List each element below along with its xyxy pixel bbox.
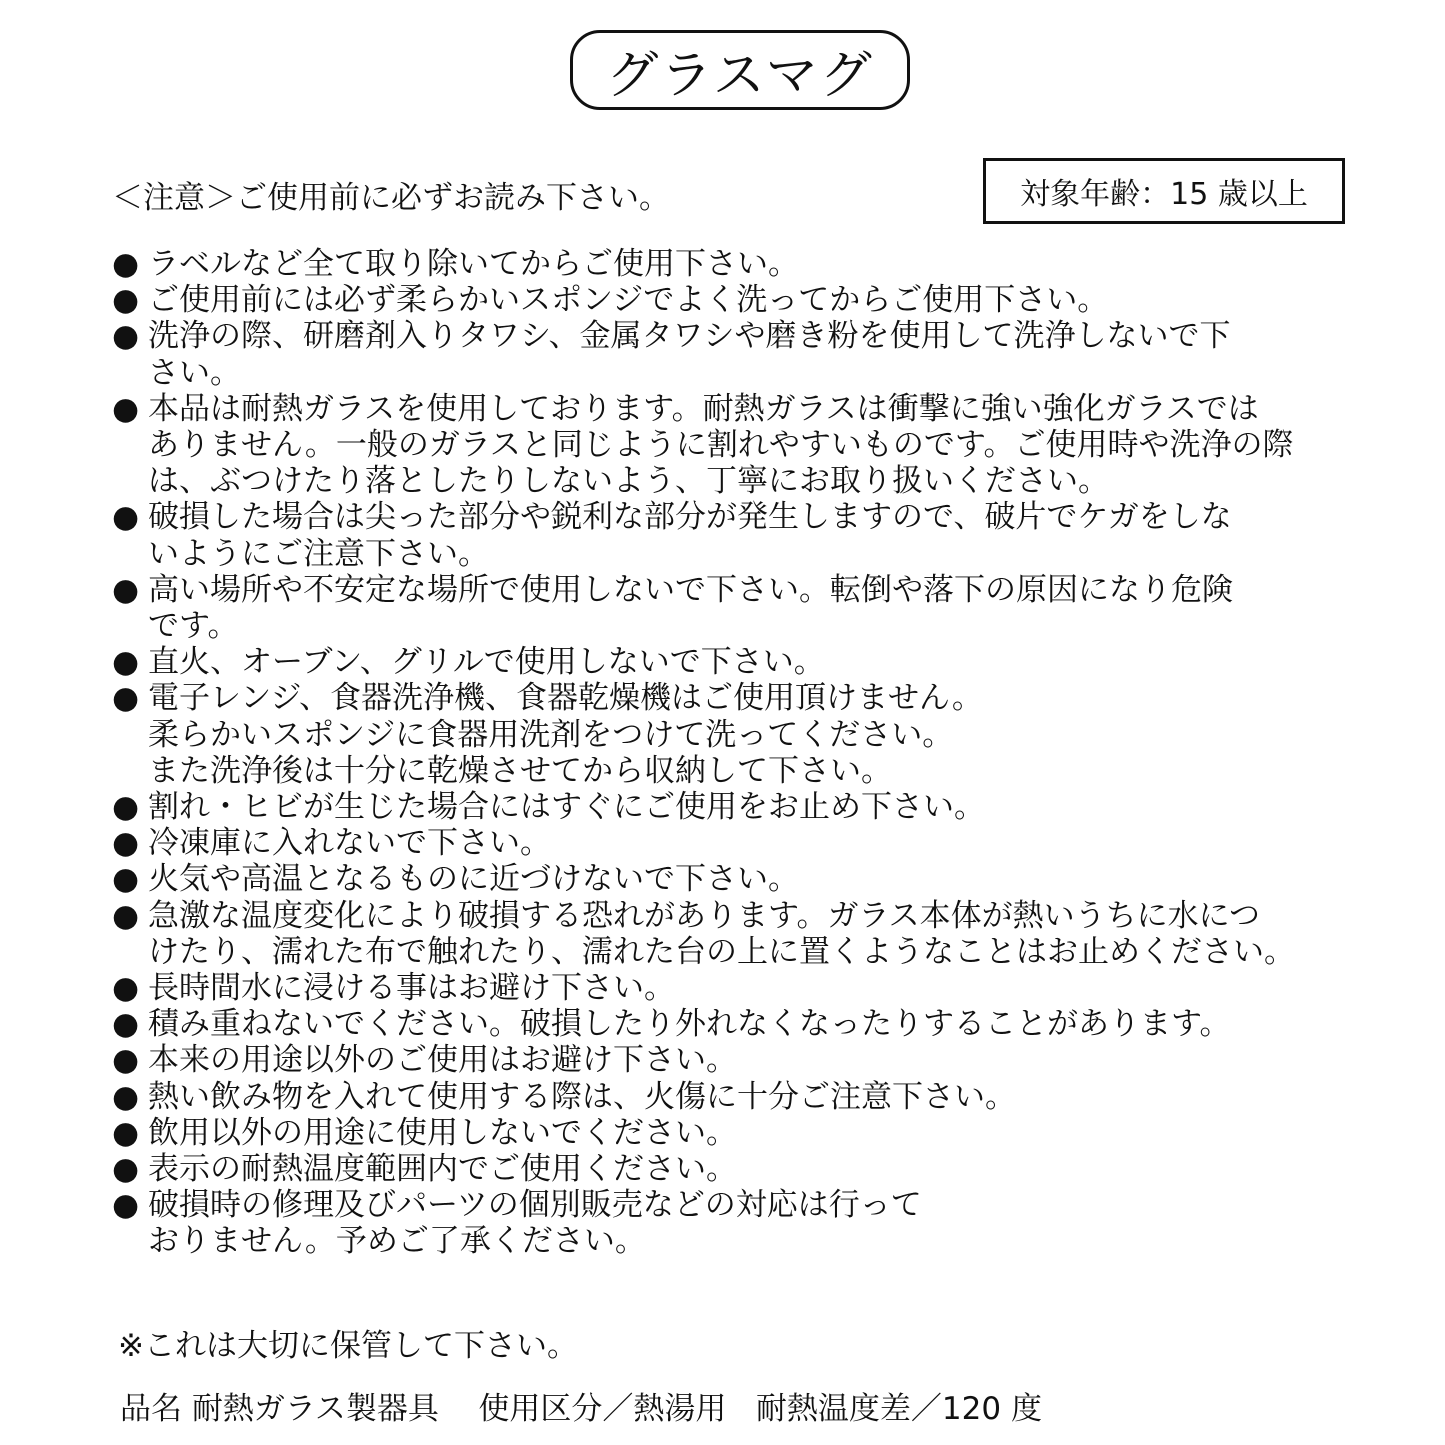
caution-item xyxy=(112,1187,1352,1259)
bullet-icon: ● xyxy=(112,318,140,355)
bullet-icon: ● xyxy=(112,861,140,898)
caution-item xyxy=(112,1151,1352,1187)
caution-text: 冷凍庫に入れないで下さい。 xyxy=(148,825,551,862)
bullet-icon: ● xyxy=(112,897,140,934)
caution-text: 長時間水に浸ける事はお避け下さい。 xyxy=(148,970,675,1007)
product-title-text: グラスマグ xyxy=(606,45,874,106)
caution-item xyxy=(112,1006,1352,1042)
spec-line xyxy=(120,1383,1042,1428)
caution-item xyxy=(112,1115,1352,1151)
bullet-icon: ● xyxy=(112,644,140,681)
caution-text: 電子レンジ、食器洗浄機、食器乾燥機はご使用頂けません。 柔らかいスポンジに食器用洗剤をつけて洗ってください。 また洗浄後は十分に乾燥させてから収納して下さい。 xyxy=(148,680,983,789)
keep-note: ※これは大切に保管して下さい。 xyxy=(118,1328,578,1364)
spec-usage: 使用区分／熱湯用 xyxy=(478,1391,727,1427)
caution-list xyxy=(112,246,1352,1260)
caution-item xyxy=(112,644,1352,680)
caution-text: 破損した場合は尖った部分や鋭利な部分が発生しますので、破片でケガをしな いようにご注意下さい。 xyxy=(148,499,1232,572)
bullet-icon: ● xyxy=(112,499,140,536)
caution-text: 熱い飲み物を入れて使用する際は、火傷に十分ご注意下さい。 xyxy=(148,1078,1016,1115)
spec-heat-resistance: 耐熱温度差／120 度 xyxy=(755,1391,1042,1427)
caution-text: 飲用以外の用途に使用しないでください。 xyxy=(148,1114,737,1151)
bullet-icon: ● xyxy=(112,1042,140,1079)
caution-item xyxy=(112,825,1352,861)
caution-text: 破損時の修理及びパーツの個別販売などの対応は行って おりません。予めご了承ください。 xyxy=(148,1187,922,1260)
caution-text: ラベルなど全て取り除いてからご使用下さい。 xyxy=(148,246,799,282)
caution-item xyxy=(112,898,1352,970)
age-label: 対象年齢：15 歳以上 xyxy=(1020,177,1308,212)
caution-text: 火気や高温となるものに近づけないで下さい。 xyxy=(148,861,799,898)
bullet-icon: ● xyxy=(112,1187,140,1224)
product-title xyxy=(570,30,910,110)
notice-heading: ＜注意＞ご使用前に必ずお読み下さい。 xyxy=(112,180,670,216)
caution-item xyxy=(112,499,1352,571)
caution-item xyxy=(112,572,1352,644)
caution-text: 高い場所や不安定な場所で使用しないで下さい。転倒や落下の原因になり危険 です。 xyxy=(148,571,1233,645)
bullet-icon: ● xyxy=(112,246,140,282)
bullet-icon: ● xyxy=(112,825,140,862)
bullet-icon: ● xyxy=(112,1151,140,1188)
bullet-icon: ● xyxy=(112,282,140,319)
caution-text: 本品は耐熱ガラスを使用しております。耐熱ガラスは衝撃に強い強化ガラスでは ありません。一般のガラスと同じように割れやすいものです。ご使用時や洗浄の際 は、ぶつけたり落としたりしないよう、丁寧にお取り扱いください。 xyxy=(148,390,1294,500)
bullet-icon: ● xyxy=(112,390,140,427)
spec-gap-1 xyxy=(439,1383,478,1428)
caution-text: 割れ・ヒビが生じた場合にはすぐにご使用をお止め下さい。 xyxy=(148,789,985,826)
caution-item xyxy=(112,789,1352,825)
spec-product-name: 品名 耐熱ガラス製器具 xyxy=(120,1391,439,1427)
bullet-icon: ● xyxy=(112,1006,140,1043)
caution-text: 洗浄の際、研磨剤入りタワシ、金属タワシや磨き粉を使用して洗浄しないで下 さい。 xyxy=(148,318,1231,391)
caution-item xyxy=(112,318,1352,390)
caution-item xyxy=(112,1042,1352,1078)
bullet-icon: ● xyxy=(112,970,140,1007)
caution-item xyxy=(112,246,1352,282)
age-label-box xyxy=(983,158,1345,224)
caution-text: 積み重ねないでください。破損したり外れなくなったりすることがあります。 xyxy=(148,1006,1231,1043)
caution-item xyxy=(112,861,1352,897)
caution-text: ご使用前には必ず柔らかいスポンジでよく洗ってからご使用下さい。 xyxy=(148,282,1109,319)
caution-item xyxy=(112,970,1352,1006)
caution-item xyxy=(112,680,1352,789)
caution-text: 急激な温度変化により破損する恐れがあります。ガラス本体が熱いうちに水につ けたり、濡れた布で触れたり、濡れた台の上に置くようなことはお止めください。 xyxy=(148,897,1295,970)
bullet-icon: ● xyxy=(112,1078,140,1115)
bullet-icon: ● xyxy=(112,1114,140,1151)
caution-text: 本来の用途以外のご使用はお避け下さい。 xyxy=(148,1042,737,1079)
bullet-icon: ● xyxy=(112,789,140,826)
caution-item xyxy=(112,391,1352,500)
caution-text: 表示の耐熱温度範囲内でご使用ください。 xyxy=(148,1151,737,1188)
bullet-icon: ● xyxy=(112,680,140,717)
caution-item xyxy=(112,1079,1352,1115)
spec-gap-2 xyxy=(726,1383,756,1428)
bullet-icon: ● xyxy=(112,571,140,608)
caution-item xyxy=(112,282,1352,318)
caution-text: 直火、オーブン、グリルで使用しないで下さい。 xyxy=(148,644,825,681)
